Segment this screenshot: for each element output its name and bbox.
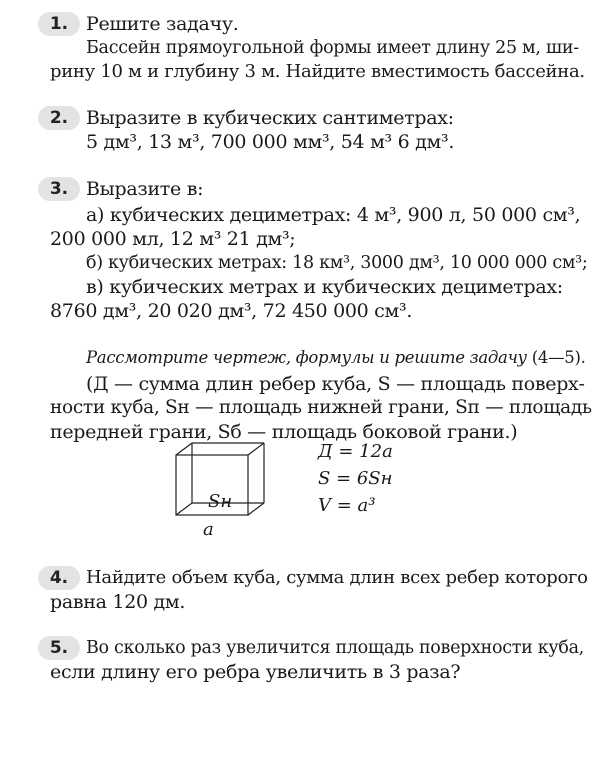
- task-3-title: Выразите в:: [86, 178, 204, 200]
- task-number-3: 3.: [38, 177, 80, 201]
- task-3-c-line-2: 8760 дм³, 20 020 дм³, 72 450 000 см³.: [50, 300, 413, 322]
- task-1-line-2: Бассейн прямоугольной формы имеет длину 25 м, ши-: [86, 38, 579, 58]
- task-4-line-2: равна 120 дм.: [50, 591, 186, 613]
- intro-range: (4—5).: [531, 348, 586, 367]
- task-number-4: 4.: [38, 566, 80, 590]
- task-number-2: 2.: [38, 106, 80, 130]
- task-2-values: 5 дм³, 13 м³, 700 000 мм³, 54 м³ 6 дм³.: [86, 131, 455, 153]
- intro-heading: [86, 346, 586, 370]
- intro-italic: Рассмотрите чертеж, формулы и решите задачу: [86, 348, 527, 367]
- task-4-line-1: Найдите объем куба, сумма длин всех ребер которого: [86, 567, 588, 588]
- task-number-5: 5.: [38, 636, 80, 660]
- intro-line-3: передней грани, Sб — площадь боковой грани.): [50, 421, 518, 443]
- cube-bottom-label: Sн: [208, 491, 233, 512]
- task-5-line-2: если длину его ребра увеличить в 3 раза?: [50, 661, 461, 683]
- task-2-title: Выразите в кубических сантиметрах:: [86, 107, 454, 129]
- formula-surface: S = 6Sн: [318, 468, 393, 489]
- task-3-a-line-1: а) кубических дециметрах: 4 м³, 900 л, 50 000 см³,: [86, 204, 581, 226]
- task-5-line-1: Во сколько раз увеличится площадь поверхности куба,: [86, 638, 585, 658]
- cube-edge-label: a: [203, 519, 214, 540]
- intro-line-1: (Д — сумма длин ребер куба, S — площадь поверх-: [86, 373, 585, 395]
- formula-perimeter: Д = 12a: [318, 441, 393, 462]
- task-3-a-line-2: 200 000 мл, 12 м³ 21 дм³;: [50, 228, 296, 250]
- task-1-line-1: Решите задачу.: [86, 13, 239, 35]
- formula-volume: V = a³: [318, 495, 376, 516]
- task-3-b-line-1: б) кубических метрах: 18 км³, 3000 дм³, 10 000 000 см³;: [86, 253, 588, 273]
- task-1-line-3: рину 10 м и глубину 3 м. Найдите вместимость бассейна.: [50, 61, 585, 82]
- task-number-1: 1.: [38, 12, 80, 36]
- task-3-c-line-1: в) кубических метрах и кубических дециметрах:: [86, 276, 563, 298]
- intro-line-2: ности куба, Sн — площадь нижней грани, Sп — площадь: [50, 397, 592, 418]
